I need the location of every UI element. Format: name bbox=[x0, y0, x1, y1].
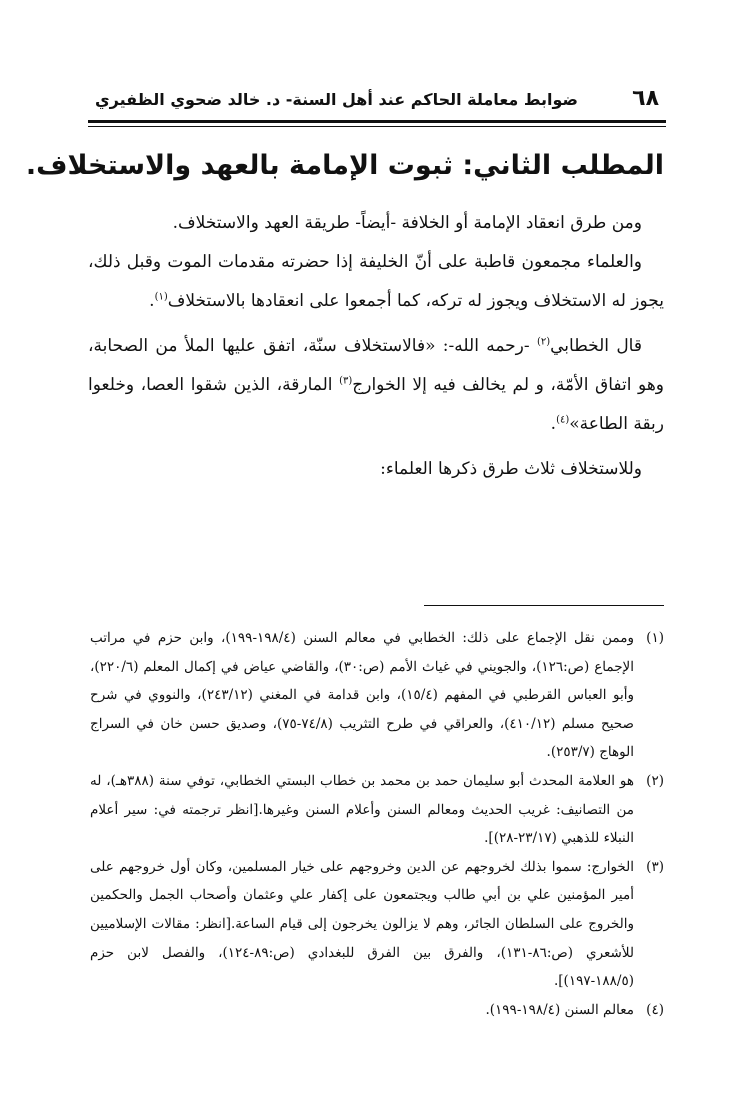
header-rule-thin bbox=[88, 126, 666, 127]
paragraph-3-text-c: المارقة، الذين شقوا العصا، وخلعوا ربقة الطاعة» bbox=[88, 375, 664, 434]
footnote-text: الخوارج: سموا بذلك لخروجهم عن الدين وخروجهم على خيار المسلمين، وكان أول خروجهم على أمير المؤمنين علي بن أبي طالب ويجتمعون على إكفار علي وعثمان وأصحاب الجمل والحكمين والخروج على السلطان الجائر، وهم لا يزالون يخرجون إلى قيام الساعة.[انظر: مقالات الإسلاميين للأشعري (ص:٨٦-١٣١)، والفرق بين الفرق للبغدادي (ص:٨٩-١٢٤)، والفصل لابن حزم (١٨٨/٥-١٩٧)]. bbox=[90, 858, 635, 990]
footnote-text: وممن نقل الإجماع على ذلك: الخطابي في معالم السنن (١٩٨/٤-١٩٩)، وابن حزم في مراتب الإجماع (ص:١٢٦)، والجويني في غياث الأمم (ص:٣٠)، والقاضي عياض في إكمال المعلم (٢٢٠/٦)، وأبو العباس القرطبي في المفهم (١٥/٤)، وابن قدامة في المغني (٢٤٣/١٢)، والنووي في شرح صحيح مسلم (٤١٠/١٢)، والعراقي في طرح التثريب (٧٤/٨-٧٥)، وصديق حسن خان في السراج الوهاج (٢٥٣/٧). bbox=[90, 630, 634, 761]
footnote-text: معالم السنن (١٩٨/٤-١٩٩). bbox=[485, 1001, 634, 1018]
footnote-ref-3: (٣) bbox=[339, 375, 353, 387]
paragraph-2-end: . bbox=[149, 291, 155, 311]
page-header bbox=[95, 86, 659, 118]
paragraph-3-end: . bbox=[550, 414, 557, 434]
footnote-number: (١) bbox=[646, 630, 664, 646]
footnote-text: هو العلامة المحدث أبو سليمان حمد بن محمد بن خطاب البستي الخطابي، توفي سنة (٣٨٨هـ)، له من التصانيف: غريب الحديث ومعالم السنن وأعلام السنن وغيرها.[انظر ترجمته في: سير أعلام النبلاء للذهبي (٢٣/١٧-٢٨)]. bbox=[90, 772, 634, 847]
paragraph-1: ومن طرق انعقاد الإمامة أو الخلافة -أيضاً- طريقة العهد والاستخلاف. bbox=[172, 213, 642, 233]
footnote-separator bbox=[424, 605, 664, 606]
footnote-number: (٤) bbox=[646, 1001, 664, 1018]
footnote-2 bbox=[90, 767, 664, 853]
footnote-ref-2: (٢) bbox=[536, 336, 551, 348]
body-text bbox=[88, 204, 664, 489]
paragraph-3-text-b: -رحمه الله-: «فالاستخلاف سنّة، اتفق عليها الملأ من الصحابة، وهو اتفاق الأمّة، و لم يخالف فيه إلا الخوارج bbox=[88, 336, 664, 395]
page-number: ٦٨ bbox=[632, 86, 659, 111]
footnote-3 bbox=[90, 853, 664, 996]
paragraph-2 bbox=[88, 243, 664, 321]
footnote-number: (٢) bbox=[646, 772, 664, 789]
section-heading: المطلب الثاني: ثبوت الإمامة بالعهد والاستخلاف. bbox=[25, 150, 664, 181]
paragraph-3-text-a: قال الخطابي bbox=[550, 336, 642, 356]
footnote-ref-1: (١) bbox=[154, 291, 168, 303]
paragraph-3 bbox=[88, 327, 664, 444]
running-title: ضوابط معاملة الحاكم عند أهل السنة- د. خالد ضحوي الظفيري bbox=[95, 90, 578, 109]
paragraph-2-text: والعلماء مجمعون قاطبة على أنّ الخليفة إذا حضرته مقدمات الموت وقبل ذلك، يجوز له الاستخلاف ويجوز له تركه، كما أجمعوا على انعقادها بالاستخلاف bbox=[88, 252, 664, 311]
footnotes bbox=[90, 624, 664, 1024]
footnote-number: (٣) bbox=[646, 858, 664, 875]
footnote-ref-4: (٤) bbox=[556, 414, 570, 426]
footnote-1 bbox=[90, 624, 664, 767]
footnote-4 bbox=[90, 996, 664, 1025]
header-rule-thick bbox=[88, 120, 666, 123]
paragraph-4: وللاستخلاف ثلاث طرق ذكرها العلماء: bbox=[380, 459, 642, 479]
